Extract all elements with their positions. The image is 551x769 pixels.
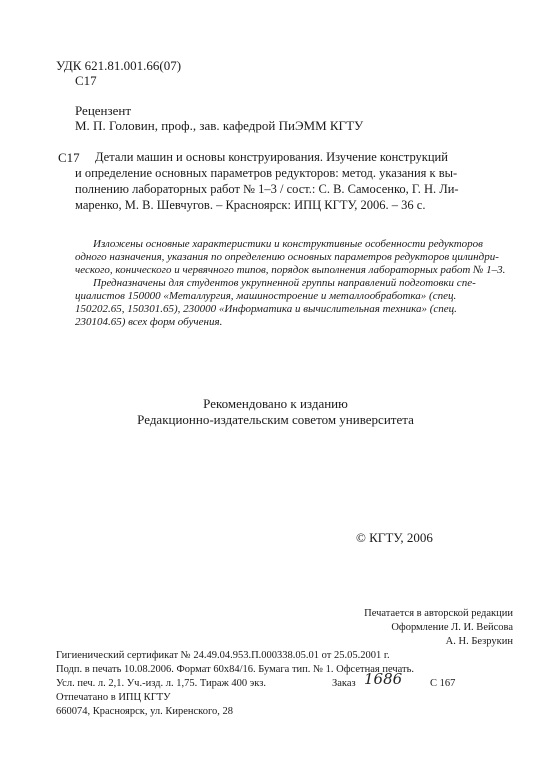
abstract-line: Предназначены для студентов укрупненной группы направлений подготовки спе- (93, 277, 476, 289)
imprint-line: Подп. в печать 10.08.2006. Формат 60х84/16. Бумага тип. № 1. Офсетная печать. (56, 664, 415, 675)
imprint-line: Гигиенический сертификат № 24.49.04.953.П.000338.05.01 от 25.05.2001 г. (56, 650, 390, 661)
copyright: © КГТУ, 2006 (356, 530, 433, 545)
edition-note: Печатается в авторской редакции (364, 608, 513, 619)
bib-line: маренко, М. В. Шевчугов. – Красноярск: ИПЦ КГТУ, 2006. – 36 с. (75, 198, 426, 212)
design-credit: Оформление Л. И. Вейсова (391, 622, 513, 633)
udk-code: УДК 621.81.001.66(07) (56, 58, 182, 73)
recommendation-council: Редакционно-издательским советом университета (137, 412, 414, 427)
bbk-code: С17 (75, 73, 97, 88)
design-credit-2: А. Н. Безрукин (445, 636, 513, 647)
imprint-line: Усл. печ. л. 2,1. Уч.-изд. л. 1,75. Тираж 400 экз. (56, 678, 267, 689)
bib-code: С17 (58, 150, 80, 165)
bib-line: и определение основных параметров редукторов: метод. указания к вы- (75, 166, 458, 180)
bib-line: Детали машин и основы конструирования. Изучение конструкций (95, 150, 448, 164)
imprint-line: Отпечатано в ИПЦ КГТУ (56, 692, 171, 703)
abstract-line: 230104.65) всех форм обучения. (75, 316, 223, 328)
order-number: С 167 (430, 678, 456, 689)
reviewer-name: М. П. Головин, проф., зав. кафедрой ПиЭММ КГТУ (75, 118, 364, 133)
reviewer-label: Рецензент (75, 103, 132, 118)
abstract-line: циалистов 150000 «Металлургия, машиностроение и металлообработка» (спец. (75, 290, 457, 302)
abstract-line: ческого, конического и червячного типов, порядок выполнения лабораторных работ № 1–3. (75, 264, 506, 276)
order-label: Заказ (332, 678, 356, 689)
abstract-line: одного назначения, указания по определению основных параметров редукторов цилиндри- (75, 251, 499, 263)
abstract-line: Изложены основные характеристики и конструктивные особенности редукторов (93, 238, 483, 250)
recommendation-line: Рекомендовано к изданию (203, 396, 348, 411)
order-handwritten-number: 1686 (364, 670, 403, 688)
bib-line: полнению лабораторных работ № 1–3 / сост.: С. В. Самосенко, Г. Н. Ли- (75, 182, 459, 196)
imprint-line: 660074, Красноярск, ул. Киренского, 28 (56, 706, 234, 717)
abstract-line: 150202.65, 150301.65), 230000 «Информатика и вычислительная техника» (спец. (75, 303, 457, 315)
